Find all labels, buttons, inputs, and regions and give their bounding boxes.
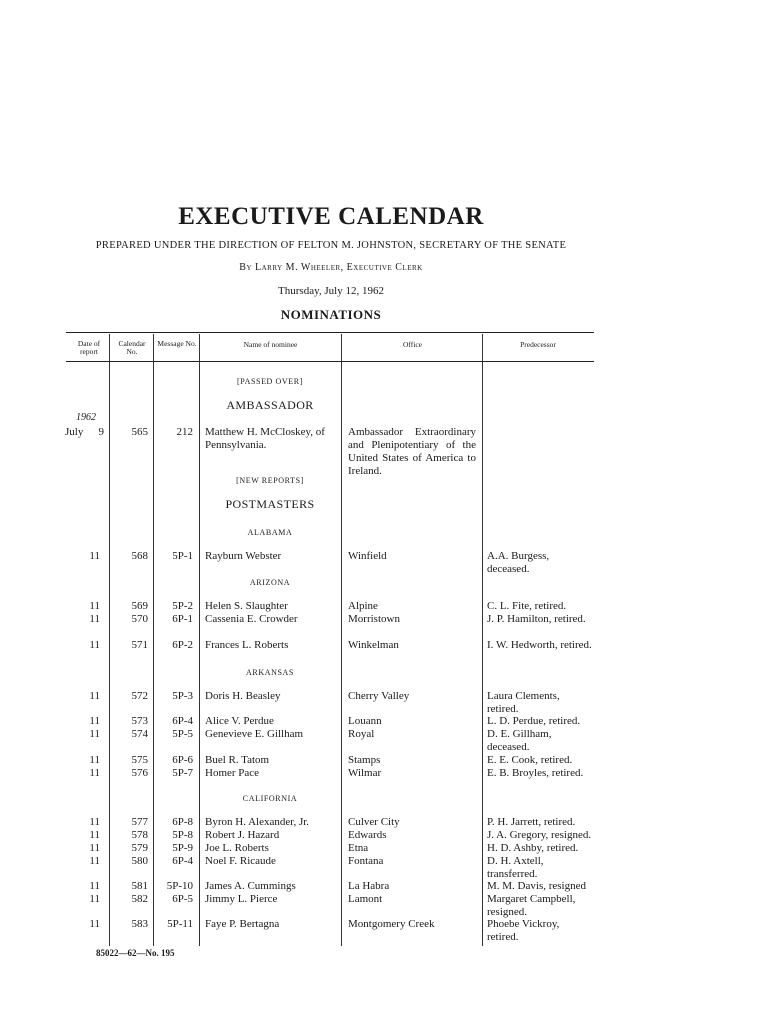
row-predecessor: M. M. Davis, resigned: [487, 880, 586, 892]
row-predecessor: I. W. Hedworth, retired.: [487, 639, 592, 651]
row-message: 6P-2: [172, 639, 193, 651]
row-message: 6P-1: [172, 613, 193, 625]
row-calendar: 581: [131, 880, 148, 892]
row-predecessor: E. E. Cook, retired.: [487, 754, 573, 766]
row-predecessor: J. P. Hamilton, retired.: [487, 613, 586, 625]
ambassador-calendar: 565: [131, 426, 148, 438]
row-name: Cassenia E. Crowder: [205, 613, 298, 625]
row-predecessor: E. B. Broyles, retired.: [487, 767, 584, 779]
row-message: 6P-8: [172, 816, 193, 828]
row-day: 11: [89, 918, 100, 930]
row-predecessor: Margaret Campbell, resigned.: [487, 893, 576, 918]
row-office: La Habra: [348, 880, 390, 892]
ambassador-heading: AMBASSADOR: [226, 398, 314, 412]
header-date: Date of report: [77, 339, 101, 356]
row-office: Etna: [348, 842, 369, 854]
row-day: 11: [89, 767, 100, 779]
row-calendar: 571: [131, 639, 148, 651]
row-calendar: 575: [131, 754, 148, 766]
header-predecessor: Predecessor: [520, 340, 556, 349]
row-day: 11: [89, 639, 100, 651]
row-predecessor: D. E. Gillham, deceased.: [487, 728, 552, 753]
table-header-rule: [66, 361, 594, 362]
row-day: 11: [89, 550, 100, 562]
ambassador-month: July: [65, 426, 84, 438]
postmasters-heading: POSTMASTERS: [225, 497, 315, 511]
clerk-line: By Larry M. Wheeler, Executive Clerk: [239, 262, 423, 273]
row-name: Byron H. Alexander, Jr.: [205, 816, 310, 828]
passed-over-heading: [PASSED OVER]: [237, 377, 303, 386]
row-day: 11: [89, 728, 100, 740]
row-message: 5P-5: [172, 728, 193, 740]
row-name: Faye P. Bertagna: [205, 918, 280, 930]
header-message: Message No.: [157, 339, 197, 348]
row-predecessor: J. A. Gregory, resigned.: [487, 829, 592, 841]
row-predecessor: H. D. Ashby, retired.: [487, 842, 579, 854]
row-day: 11: [89, 893, 100, 905]
column-divider: [109, 334, 110, 946]
row-predecessor: L. D. Perdue, retired.: [487, 715, 581, 727]
row-office: Cherry Valley: [348, 690, 410, 702]
row-message: 5P-10: [166, 880, 193, 892]
row-message: 5P-2: [172, 600, 193, 612]
row-name: Genevieve E. Gillham: [205, 728, 304, 740]
row-day: 11: [89, 880, 100, 892]
row-predecessor: Laura Clements, retired.: [487, 690, 560, 715]
row-predecessor: D. H. Axtell, transferred.: [487, 855, 544, 880]
row-predecessor: C. L. Fite, retired.: [487, 600, 567, 612]
ambassador-message: 212: [176, 426, 193, 438]
row-message: 5P-3: [172, 690, 193, 702]
row-name: Rayburn Webster: [205, 550, 282, 562]
row-day: 11: [89, 842, 100, 854]
row-calendar: 570: [131, 613, 148, 625]
row-message: 5P-11: [167, 918, 193, 930]
row-name: Jimmy L. Pierce: [205, 893, 278, 905]
table-top-rule: [66, 332, 594, 333]
row-calendar: 579: [131, 842, 148, 854]
new-reports-heading: [NEW REPORTS]: [236, 476, 304, 485]
row-office: Stamps: [348, 754, 381, 766]
column-divider: [482, 334, 483, 946]
ambassador-name: Matthew H. McCloskey, of Pennsylvania.: [205, 426, 325, 451]
header-calendar: Calendar No.: [118, 339, 146, 356]
state-heading-california: CALIFORNIA: [242, 794, 298, 803]
row-calendar: 582: [131, 893, 148, 905]
row-message: 6P-6: [172, 754, 193, 766]
row-name: Buel R. Tatom: [205, 754, 270, 766]
row-calendar: 573: [131, 715, 148, 727]
section-title: NOMINATIONS: [280, 307, 382, 322]
row-calendar: 572: [131, 690, 148, 702]
row-office: Edwards: [348, 829, 387, 841]
row-office: Morristown: [348, 613, 400, 625]
row-day: 11: [89, 690, 100, 702]
row-day: 11: [89, 754, 100, 766]
state-heading-arizona: ARIZONA: [249, 578, 291, 587]
row-calendar: 576: [131, 767, 148, 779]
row-message: 5P-1: [172, 550, 193, 562]
column-divider: [199, 334, 200, 946]
row-calendar: 574: [131, 728, 148, 740]
state-heading-alabama: ALABAMA: [247, 528, 293, 537]
header-name: Name of nominee: [243, 340, 298, 349]
row-message: 6P-4: [172, 855, 193, 867]
row-day: 11: [89, 855, 100, 867]
row-day: 11: [89, 829, 100, 841]
row-predecessor: A.A. Burgess, deceased.: [487, 550, 550, 575]
row-message: 5P-8: [172, 829, 193, 841]
row-name: Alice V. Perdue: [205, 715, 274, 727]
row-name: Homer Pace: [205, 767, 260, 779]
row-calendar: 578: [131, 829, 148, 841]
row-message: 5P-7: [172, 767, 193, 779]
row-predecessor: Phoebe Vickroy, retired.: [487, 918, 560, 943]
row-office: Alpine: [348, 600, 378, 612]
row-office: Winfield: [348, 550, 387, 562]
ambassador-day: 9: [98, 426, 104, 438]
ambassador-office: Ambassador Extraordinary and Plenipotentiary of the United States of America to Ireland.: [348, 426, 476, 477]
prepared-line: PREPARED UNDER THE DIRECTION OF FELTON M. JOHNSTON, SECRETARY OF THE SENATE: [95, 240, 567, 251]
row-name: Doris H. Beasley: [205, 690, 281, 702]
row-name: Helen S. Slaughter: [205, 600, 288, 612]
row-name: Joe L. Roberts: [205, 842, 269, 854]
row-office: Montgomery Creek: [348, 918, 435, 930]
footer-code: 85022—62—No. 195: [96, 948, 175, 958]
row-day: 11: [89, 600, 100, 612]
row-calendar: 568: [131, 550, 148, 562]
row-office: Louann: [348, 715, 382, 727]
row-calendar: 577: [131, 816, 148, 828]
row-message: 6P-5: [172, 893, 193, 905]
row-day: 11: [89, 715, 100, 727]
row-office: Culver City: [348, 816, 400, 828]
row-day: 11: [89, 613, 100, 625]
ambassador-year: 1962: [76, 412, 96, 423]
row-office: Wilmar: [348, 767, 382, 779]
row-calendar: 569: [131, 600, 148, 612]
header-office: Office: [402, 340, 423, 349]
row-calendar: 583: [131, 918, 148, 930]
row-name: Frances L. Roberts: [205, 639, 289, 651]
row-name: Noel F. Ricaude: [205, 855, 276, 867]
column-divider: [341, 334, 342, 946]
row-message: 6P-4: [172, 715, 193, 727]
row-predecessor: P. H. Jarrett, retired.: [487, 816, 576, 828]
column-divider: [153, 334, 154, 946]
state-heading-arkansas: ARKANSAS: [246, 668, 294, 677]
row-office: Fontana: [348, 855, 384, 867]
row-office: Royal: [348, 728, 375, 740]
row-name: Robert J. Hazard: [205, 829, 280, 841]
row-calendar: 580: [131, 855, 148, 867]
row-office: Lamont: [348, 893, 383, 905]
page-title: EXECUTIVE CALENDAR: [178, 203, 484, 230]
row-day: 11: [89, 816, 100, 828]
row-office: Winkelman: [348, 639, 399, 651]
row-message: 5P-9: [172, 842, 193, 854]
row-name: James A. Cummings: [205, 880, 296, 892]
date-line: Thursday, July 12, 1962: [278, 285, 384, 297]
